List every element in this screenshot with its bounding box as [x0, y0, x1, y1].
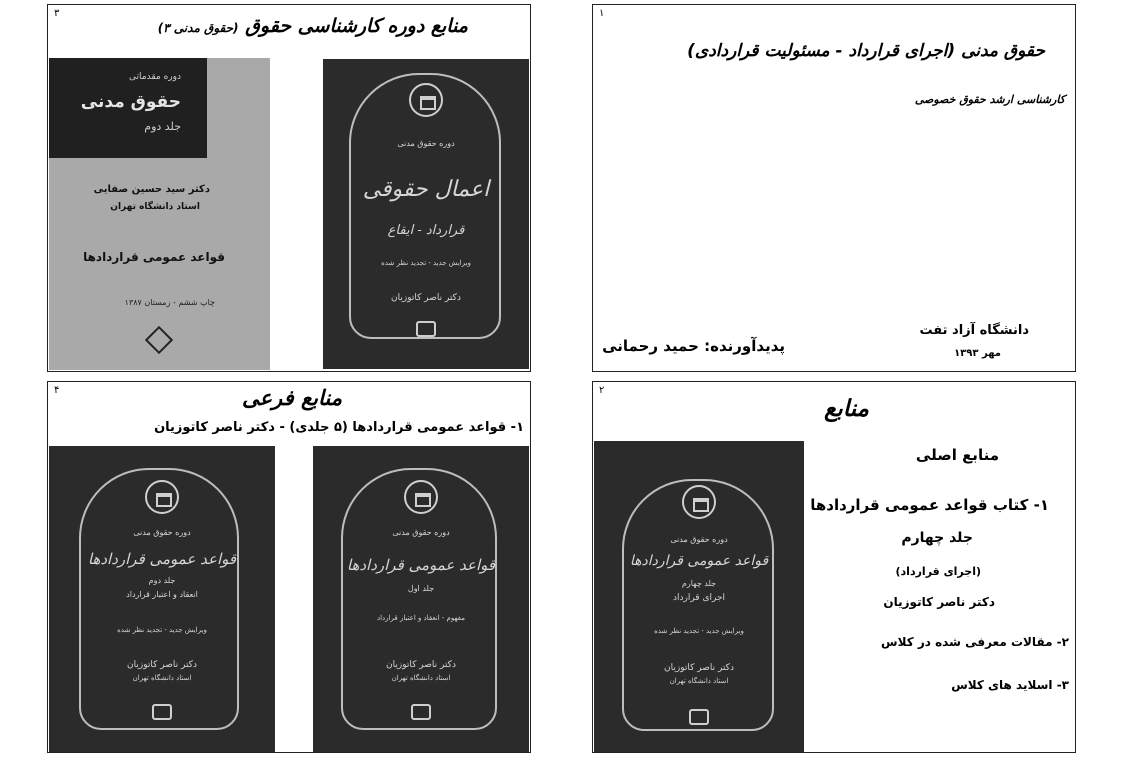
cover-author: دکتر ناصر کاتوزیان: [386, 660, 456, 670]
cover-author: دکتر سید حسین صفایی: [93, 184, 210, 195]
slide-3: [47, 4, 531, 372]
slide-title: حقوق مدنی (اجرای قرارداد - مسئولیت قراردادی): [687, 41, 1045, 61]
source-item-2: ۲- مقالات معرفی شده در کلاس: [881, 635, 1069, 649]
source-item-1-subject: (اجرای قرارداد): [895, 565, 981, 578]
cover-volume: جلد دوم: [144, 120, 181, 133]
emblem-icon: [404, 480, 438, 514]
presentation-date: مهر ۱۳۹۳: [954, 348, 1001, 359]
publisher-logo-icon: [145, 326, 173, 354]
cover-edition: ویرایش جدید - تجدید نظر شده: [381, 259, 471, 267]
cover-edition: ویرایش جدید - تجدید نظر شده: [654, 627, 744, 635]
slide-4: [47, 381, 531, 753]
cover-series: دوره مقدماتی: [129, 72, 181, 82]
cover-volume: جلد دوم: [148, 576, 176, 585]
slide-subtitle: کارشناسی ارشد حقوق خصوصی: [914, 93, 1065, 106]
cover-author: دکتر ناصر کاتوزیان: [391, 293, 461, 303]
source-item-1-author: دکتر ناصر کاتوزیان: [883, 595, 995, 609]
cover-title-block: [49, 58, 207, 158]
cover-title: قواعد عمومی قراردادها: [346, 556, 496, 574]
book-cover-vol1: [313, 446, 529, 752]
cover-author-title: استاد دانشگاه تهران: [132, 674, 192, 682]
cover-edition: ویرایش جدید - تجدید نظر شده: [117, 626, 207, 634]
book-cover-vol2: [49, 446, 275, 752]
book-cover-safaei: [49, 58, 270, 370]
slide-1: [592, 4, 1076, 372]
emblem-icon: [145, 480, 179, 514]
slide-number: ۴: [54, 385, 60, 396]
book-cover-vol4: [594, 441, 804, 752]
source-item-3: ۳- اسلاید های کلاس: [951, 678, 1069, 692]
cover-subtitle: مفهوم - انعقاد و اعتبار قرارداد: [377, 614, 465, 622]
presenter-name: پدیدآورنده: حمید رحمانی: [602, 337, 785, 355]
emblem-icon: [682, 485, 716, 519]
publisher-mark-icon: [411, 704, 431, 720]
cover-series: دوره حقوق مدنی: [670, 535, 728, 544]
publisher-mark-icon: [689, 709, 709, 725]
cover-series: دوره حقوق مدنی: [133, 528, 191, 537]
cover-title: حقوق مدنی: [80, 92, 181, 112]
cover-subtitle: انعقاد و اعتبار قرارداد: [126, 590, 198, 599]
slide-title-paren: (حقوق مدنی ۳): [157, 21, 239, 35]
cover-volume: جلد چهارم: [681, 579, 717, 588]
cover-series: دوره حقوق مدنی: [392, 528, 450, 537]
emblem-icon: [409, 83, 443, 117]
publisher-mark-icon: [416, 321, 436, 337]
cover-title: اعمال حقوقی: [362, 177, 490, 202]
cover-subtitle: اجرای قرارداد: [672, 593, 726, 603]
slide-title: [158, 15, 468, 37]
slide-2: [592, 381, 1076, 753]
source-item-1: ۱- کتاب قواعد عمومی قراردادها: [810, 496, 1049, 514]
slide-title-main: منابع دوره کارشناسی حقوق: [245, 15, 468, 37]
slide-number: ۲: [599, 385, 605, 396]
cover-author-title: استاد دانشگاه تهران: [391, 674, 451, 682]
slide-title: منابع فرعی: [242, 386, 342, 410]
cover-author-title: استاد دانشگاه تهران: [110, 202, 200, 212]
main-sources-heading: منابع اصلی: [915, 446, 999, 464]
source-item-1-volume: جلد چهارم: [901, 530, 973, 546]
cover-title: قواعد عمومی قراردادها: [629, 553, 769, 569]
cover-author: دکتر ناصر کاتوزیان: [664, 663, 734, 673]
slide-title: منابع: [824, 396, 869, 422]
slide-line: ۱- قواعد عمومی قراردادها (۵ جلدی) - دکتر ناصر کاتوزیان: [154, 420, 524, 435]
book-cover-aamal-hoqooqi: [323, 59, 529, 369]
cover-subtitle: قرارداد - ایقاع: [387, 223, 465, 238]
cover-author: دکتر ناصر کاتوزیان: [127, 660, 197, 670]
cover-author-title: استاد دانشگاه تهران: [669, 677, 729, 685]
cover-volume: جلد اول: [407, 584, 435, 593]
university-name: دانشگاه آزاد تفت: [919, 323, 1029, 338]
cover-edition: چاپ ششم - زمستان ۱۳۸۷: [124, 298, 215, 307]
slide-number: ۳: [54, 8, 60, 19]
slide-number: ۱: [599, 8, 605, 19]
cover-subject: قواعد عمومی قراردادها: [83, 250, 225, 264]
publisher-mark-icon: [152, 704, 172, 720]
cover-series: دوره حقوق مدنی: [397, 139, 455, 148]
cover-title: قواعد عمومی قراردادها: [87, 550, 237, 568]
